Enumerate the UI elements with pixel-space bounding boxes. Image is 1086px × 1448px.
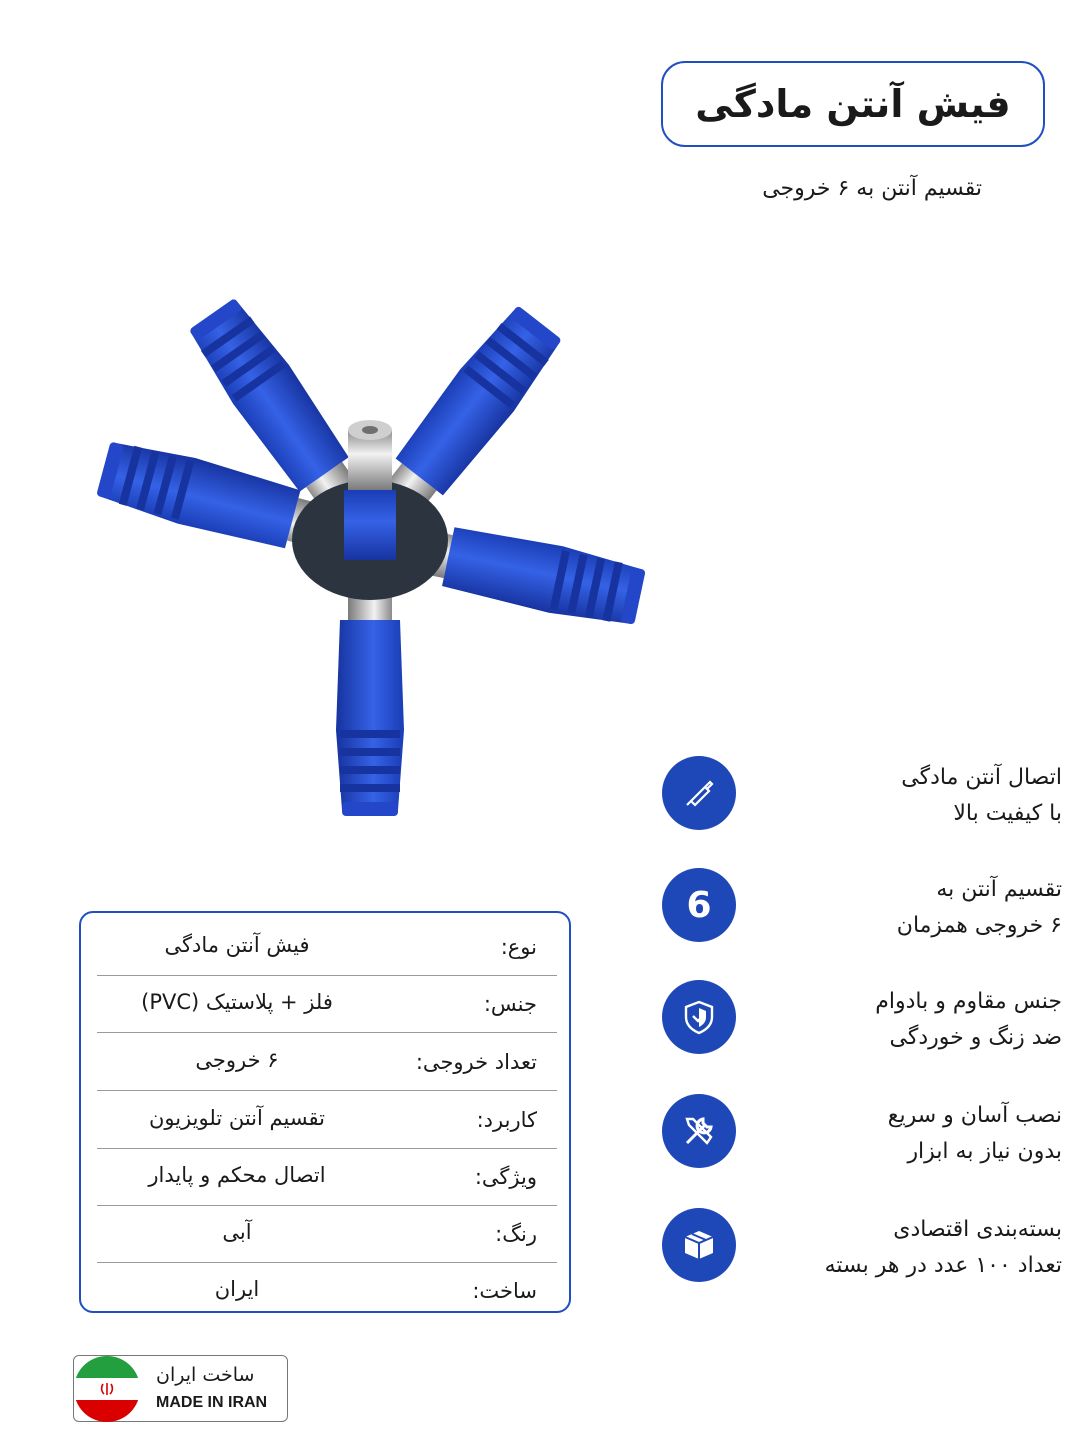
package-box-icon (662, 1208, 736, 1282)
spec-value: آبی (222, 1220, 252, 1244)
spec-key: رنگ: (495, 1222, 537, 1246)
feature-subtitle: ۶ خروجی همزمان (896, 913, 1062, 938)
tools-icon (662, 1094, 736, 1168)
feature-subtitle: با کیفیت بالا (953, 801, 1062, 826)
spec-value: ۶ خروجی (195, 1048, 279, 1072)
spec-value: فلز + پلاستیک (PVC) (141, 990, 333, 1014)
feature-item (662, 1208, 1062, 1288)
feature-title: تقسیم آنتن به (936, 877, 1062, 902)
table-row (97, 1034, 557, 1091)
feature-item (662, 868, 1062, 948)
iran-flag-icon (74, 1356, 140, 1422)
spec-value: فیش آنتن مادگی (164, 933, 310, 957)
table-row (97, 1263, 557, 1320)
table-row (97, 1206, 557, 1263)
number-six-icon (662, 868, 736, 942)
spec-value: ایران (214, 1277, 260, 1301)
badge-en-text: MADE IN IRAN (156, 1394, 268, 1411)
feature-title: نصب آسان و سریع (887, 1103, 1062, 1128)
spec-key: نوع: (500, 935, 537, 959)
spec-key: تعداد خروجی: (415, 1050, 537, 1074)
spec-key: جنس: (483, 992, 537, 1016)
spec-table (79, 911, 571, 1313)
feature-title: جنس مقاوم و بادوام (875, 989, 1062, 1014)
spec-key: ویژگی: (474, 1165, 537, 1189)
feature-title: اتصال آنتن مادگی (901, 765, 1062, 790)
feature-number: 6 (686, 884, 712, 926)
row-divider (97, 1090, 557, 1091)
spec-key: ساخت: (472, 1279, 537, 1303)
table-row (97, 1092, 557, 1149)
feature-subtitle: ضد زنگ و خوردگی (889, 1025, 1062, 1050)
table-row (97, 919, 557, 976)
spec-key: کاربرد: (476, 1108, 537, 1132)
feature-subtitle: بدون نیاز به ابزار (907, 1139, 1062, 1164)
row-divider (97, 1032, 557, 1033)
feature-item (662, 1094, 1062, 1174)
table-row (97, 1149, 557, 1206)
badge-fa-text: ساخت ایران (156, 1364, 255, 1386)
feature-title: بسته‌بندی اقتصادی (893, 1217, 1062, 1242)
title-box (661, 61, 1045, 147)
connector-icon (662, 756, 736, 830)
feature-item (662, 980, 1062, 1060)
spec-value: تقسیم آنتن تلویزیون (148, 1106, 326, 1130)
shield-icon (662, 980, 736, 1054)
table-row (97, 976, 557, 1033)
page-title: فیش آنتن مادگی (695, 82, 1011, 126)
feature-item (662, 756, 1062, 836)
feature-subtitle: تعداد ۱۰۰ عدد در هر بسته (824, 1253, 1062, 1278)
page-subtitle: تقسیم آنتن به ۶ خروجی (762, 176, 982, 201)
made-in-iran-badge (73, 1355, 288, 1422)
spec-value: اتصال محکم و پایدار (148, 1163, 326, 1187)
product-image (30, 290, 750, 870)
